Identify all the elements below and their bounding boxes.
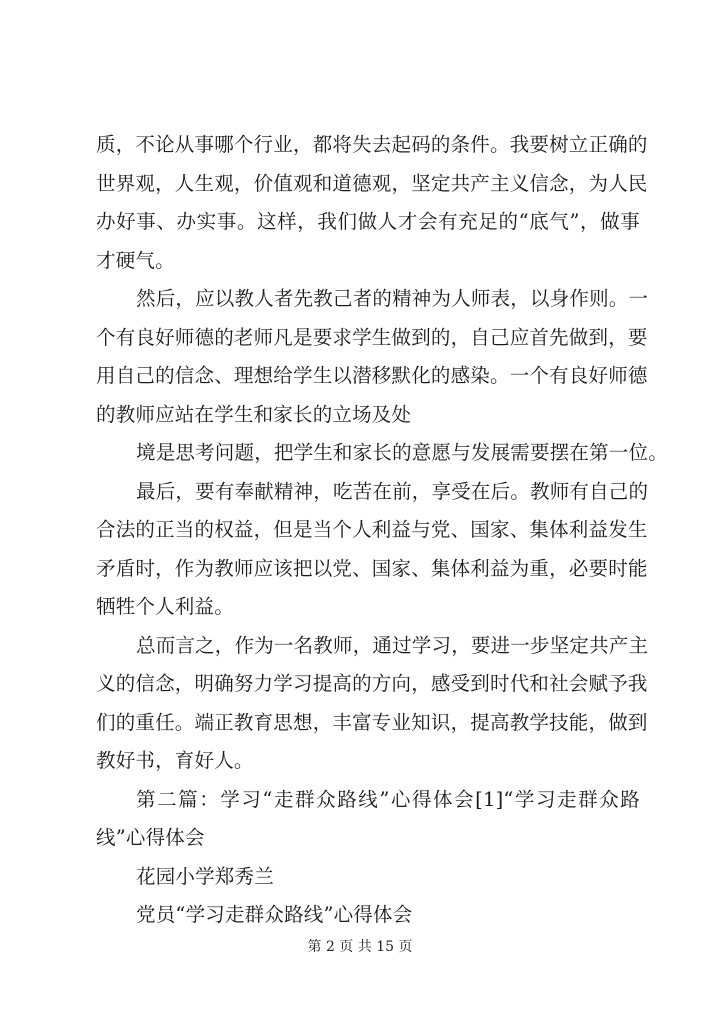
text-line: 世界观，人生观，价值观和道德观，坚定共产主义信念，为人民 [96, 171, 648, 195]
text-line: 质，不论从事哪个行业，都将失去起码的条件。我要树立正确的 [96, 133, 648, 156]
text-line: 合法的正当的权益，但是当个人利益与党、国家、集体利益发生 [96, 518, 648, 541]
section-heading-line: 第二篇：学习“走群众路线”心得体会[1]“学习走群众路 [136, 787, 640, 811]
paragraph-start-line: 最后，要有奉献精神，吃苦在前，享受在后。教师有自己的 [136, 479, 649, 503]
text-line: 矛盾时，作为教师应该把以党、国家、集体利益为重，必要时能 [96, 556, 648, 580]
text-line: 用自己的信念、理想给学生以潜移默化的感染。一个有良好师德 [96, 364, 648, 387]
paragraph-start-line: 然后，应以教人者先教己者的精神为人师表，以身作则。一 [136, 287, 649, 310]
document-body [96, 126, 668, 935]
subtitle-line: 党员“学习走群众路线”心得体会 [136, 903, 413, 926]
text-line: 义的信念，明确努力学习提高的方向，感受到时代和社会赋予我 [96, 672, 648, 695]
text-line: 牺牲个人利益。 [96, 595, 234, 618]
text-line: 个有良好师德的老师凡是要求学生做到的，自己应首先做到，要 [96, 325, 648, 349]
section-heading-line: 线”心得体会 [96, 826, 205, 849]
text-line: 们的重任。端正教育思想，丰富专业知识，提高教学技能，做到 [96, 710, 648, 734]
text-line: 的教师应站在学生和家长的立场及处 [96, 402, 412, 426]
page-footer: 第 2 页 共 15 页 [307, 939, 413, 955]
paragraph-start-line: 境是思考问题，把学生和家长的意愿与发展需要摆在第一位。 [136, 441, 668, 464]
text-line: 才硬气。 [96, 248, 175, 272]
author-line: 花园小学郑秀兰 [136, 864, 274, 888]
paragraph-start-line: 总而言之，作为一名教师，通过学习，要进一步坚定共产主 [136, 633, 649, 657]
text-line: 教好书，育好人。 [96, 749, 254, 772]
text-line: 办好事、办实事。这样，我们做人才会有充足的“底气”，做事 [96, 210, 640, 233]
